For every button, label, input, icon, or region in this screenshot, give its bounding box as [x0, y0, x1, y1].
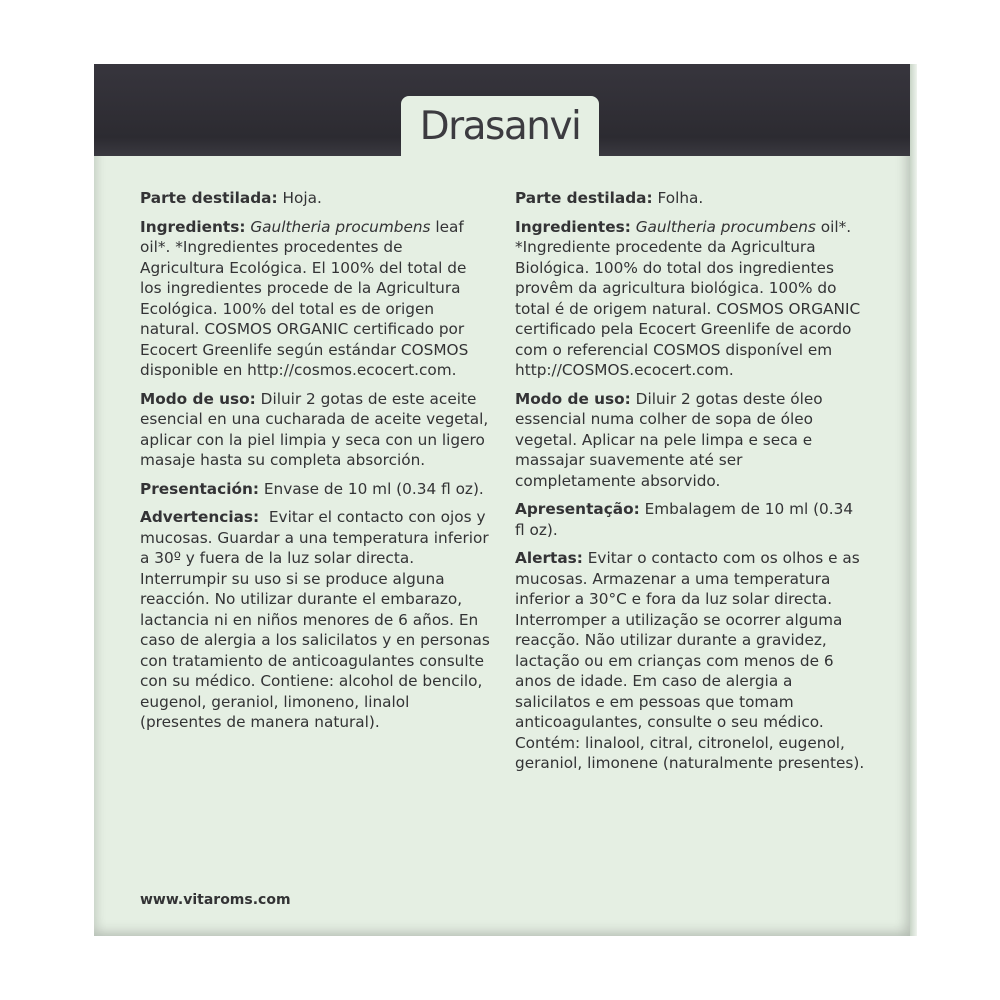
brand-logo-text: Drasanvi	[419, 104, 581, 149]
website-url: www.vitaroms.com	[140, 892, 291, 908]
ingredients-es: Ingredients: Gaultheria procumbens leaf oil*. *Ingredientes procedentes de Agricultura Ecológica. El 100% del total de los ingredientes procede de la Agricultura Ecológica. 100% del total es de origen natural. COSMOS ORGANIC certificado por Ecocert Greenlife según estándar COSMOS disponible en http://cosmos.ecocert.com.	[140, 217, 469, 379]
box-side-edge	[910, 64, 917, 936]
usage-pt: Modo de uso: Diluir 2 gotas deste óleo essencial numa colher de sopa de óleo vegetal. Aplicar na pele limpa e seca e massajar suavemente até ser completamente absorvido.	[515, 389, 823, 490]
spanish-text-column	[140, 188, 495, 741]
distilled-part-es: Parte destilada: Hoja.	[140, 189, 322, 207]
warnings-es: Advertencias: Evitar el contacto con ojos y mucosas. Guardar a una temperatura inferior a 30º y fuera de la luz solar directa. Interrumpir su uso si se produce alguna reacción. No utilizar durante el embarazo, lactancia ni en niños menores de 6 años. En caso de alergia a los salicilatos y en personas con tratamiento de anticoagulantes consulte con su médico. Contiene: alcohol de bencilo, eugenol, geraniol, limoneno, linalol (presentes de manera natural).	[140, 508, 495, 731]
usage-es: Modo de uso: Diluir 2 gotas de este aceite esencial en una cucharada de aceite vegetal, aplicar con la piel limpia y seca con un ligero masaje hasta su completa absorción.	[140, 389, 489, 469]
presentation-pt: Apresentação: Embalagem de 10 ml (0.34 fl oz).	[515, 500, 854, 539]
product-box-panel	[94, 64, 910, 936]
presentation-es: Presentación: Envase de 10 ml (0.34 fl oz).	[140, 479, 484, 498]
warnings-pt: Alertas: Evitar o contacto com os olhos e as mucosas. Armazenar a uma temperatura inferior a 30°C e fora da luz solar directa. Interromper a utilização se ocorrer alguma reacção. Não utilizar durante a gravidez, lactação ou em crianças com menos de 6 anos de idade. Em caso de alergia a salicilatos e em pessoas que tomam anticoagulantes, consulte o seu médico. Contém: linalool, citral, citronelol, eugenol, geraniol, limonene (naturalmente presentes).	[515, 549, 865, 772]
portuguese-text-column	[515, 188, 865, 782]
brand-logo-tab	[401, 96, 599, 158]
distilled-part-pt: Parte destilada: Folha.	[515, 189, 704, 207]
ingredients-pt: Ingredientes: Gaultheria procumbens oil*. *Ingrediente procedente da Agricultura Biológica. 100% do total dos ingredientes provêm da agricultura biológica. 100% do total é de origem natural. COSMOS ORGANIC certificado pela Ecocert Greenlife de acordo com o referencial COSMOS disponível em http://COSMOS.ecocert.com.	[515, 217, 861, 379]
